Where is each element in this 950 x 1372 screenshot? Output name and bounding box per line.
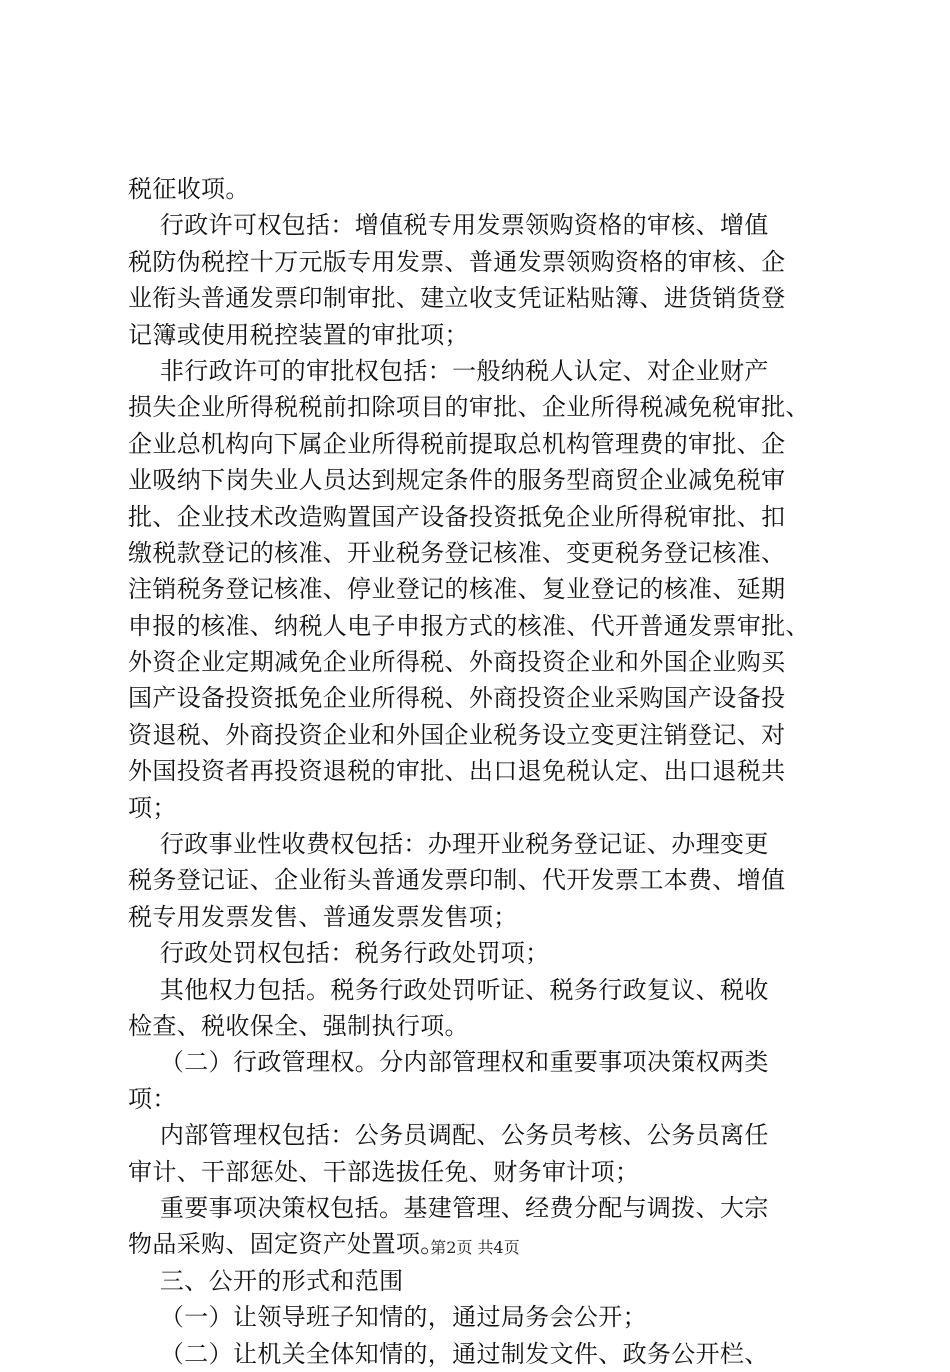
text-line: 外国投资者再投资退税的审批、出口退免税认定、出口退税共 xyxy=(128,757,786,786)
text-line: 审计、干部惩处、干部选拔任免、财务审计项； xyxy=(128,1157,640,1186)
text-line: 税防伪税控十万元版专用发票、普通发票领购资格的审核、企 xyxy=(128,247,786,276)
text-line: （二）让机关全体知情的，通过制发文件、政务公开栏、 xyxy=(128,1339,769,1368)
text-line: 项； xyxy=(128,793,177,822)
text-line: 外资企业定期减免企业所得税、外商投资企业和外国企业购买 xyxy=(128,648,786,677)
text-line: 物品采购、固定资产处置项。 xyxy=(128,1230,445,1259)
text-line: 税专用发票发售、普通发票发售项； xyxy=(128,902,518,931)
text-line: 企业总机构向下属企业所得税前提取总机构管理费的审批、企 xyxy=(128,429,786,458)
document-body xyxy=(128,171,843,1372)
text-line: 行政处罚权包括：税务行政处罚项； xyxy=(128,939,550,968)
text-line: 三、公开的形式和范围 xyxy=(128,1266,404,1295)
text-line: 行政许可权包括：增值税专用发票领购资格的审核、增值 xyxy=(128,211,769,240)
text-line: 国产设备投资抵免企业所得税、外商投资企业采购国产设备投 xyxy=(128,684,786,713)
text-line: 损失企业所得税税前扣除项目的审批、企业所得税减免税审批、 xyxy=(128,393,810,422)
text-line: 缴税款登记的核准、开业税务登记核准、变更税务登记核准、 xyxy=(128,538,786,567)
text-line: 申报的核准、纳税人电子申报方式的核准、代开普通发票审批、 xyxy=(128,611,810,640)
text-line: 税务登记证、企业衔头普通发票印制、代开发票工本费、增值 xyxy=(128,866,786,895)
text-line: 业衔头普通发票印制审批、建立收支凭证粘贴簿、进货销货登 xyxy=(128,284,786,313)
text-line: 税征收项。 xyxy=(128,175,250,203)
text-line: 内部管理权包括：公务员调配、公务员考核、公务员离任 xyxy=(128,1121,769,1150)
text-line: （一）让领导班子知情的，通过局务会公开； xyxy=(128,1303,647,1332)
text-line: 非行政许可的审批权包括：一般纳税人认定、对企业财产 xyxy=(128,356,769,385)
text-line: 记簿或使用税控装置的审批项； xyxy=(128,320,469,349)
text-line: 行政事业性收费权包括：办理开业税务登记证、办理变更 xyxy=(128,830,769,859)
text-line: 资退税、外商投资企业和外国企业税务设立变更注销登记、对 xyxy=(128,720,786,749)
text-line: 重要事项决策权包括。基建管理、经费分配与调拨、大宗 xyxy=(128,1193,769,1222)
text-line: 检查、税收保全、强制执行项。 xyxy=(128,1011,469,1040)
text-line: （二）行政管理权。分内部管理权和重要事项决策权两类 xyxy=(128,1048,769,1077)
text-line: 项： xyxy=(128,1084,177,1113)
text-line: 业吸纳下岗失业人员达到规定条件的服务型商贸企业减免税审 xyxy=(128,466,786,495)
page-footer: 第2页 共4页 xyxy=(430,1238,520,1257)
text-line: 其他权力包括。税务行政处罚听证、税务行政复议、税收 xyxy=(128,975,769,1004)
text-line: 注销税务登记核准、停业登记的核准、复业登记的核准、延期 xyxy=(128,575,786,604)
text-line: 批、企业技术改造购置国产设备投资抵免企业所得税审批、扣 xyxy=(128,502,786,531)
